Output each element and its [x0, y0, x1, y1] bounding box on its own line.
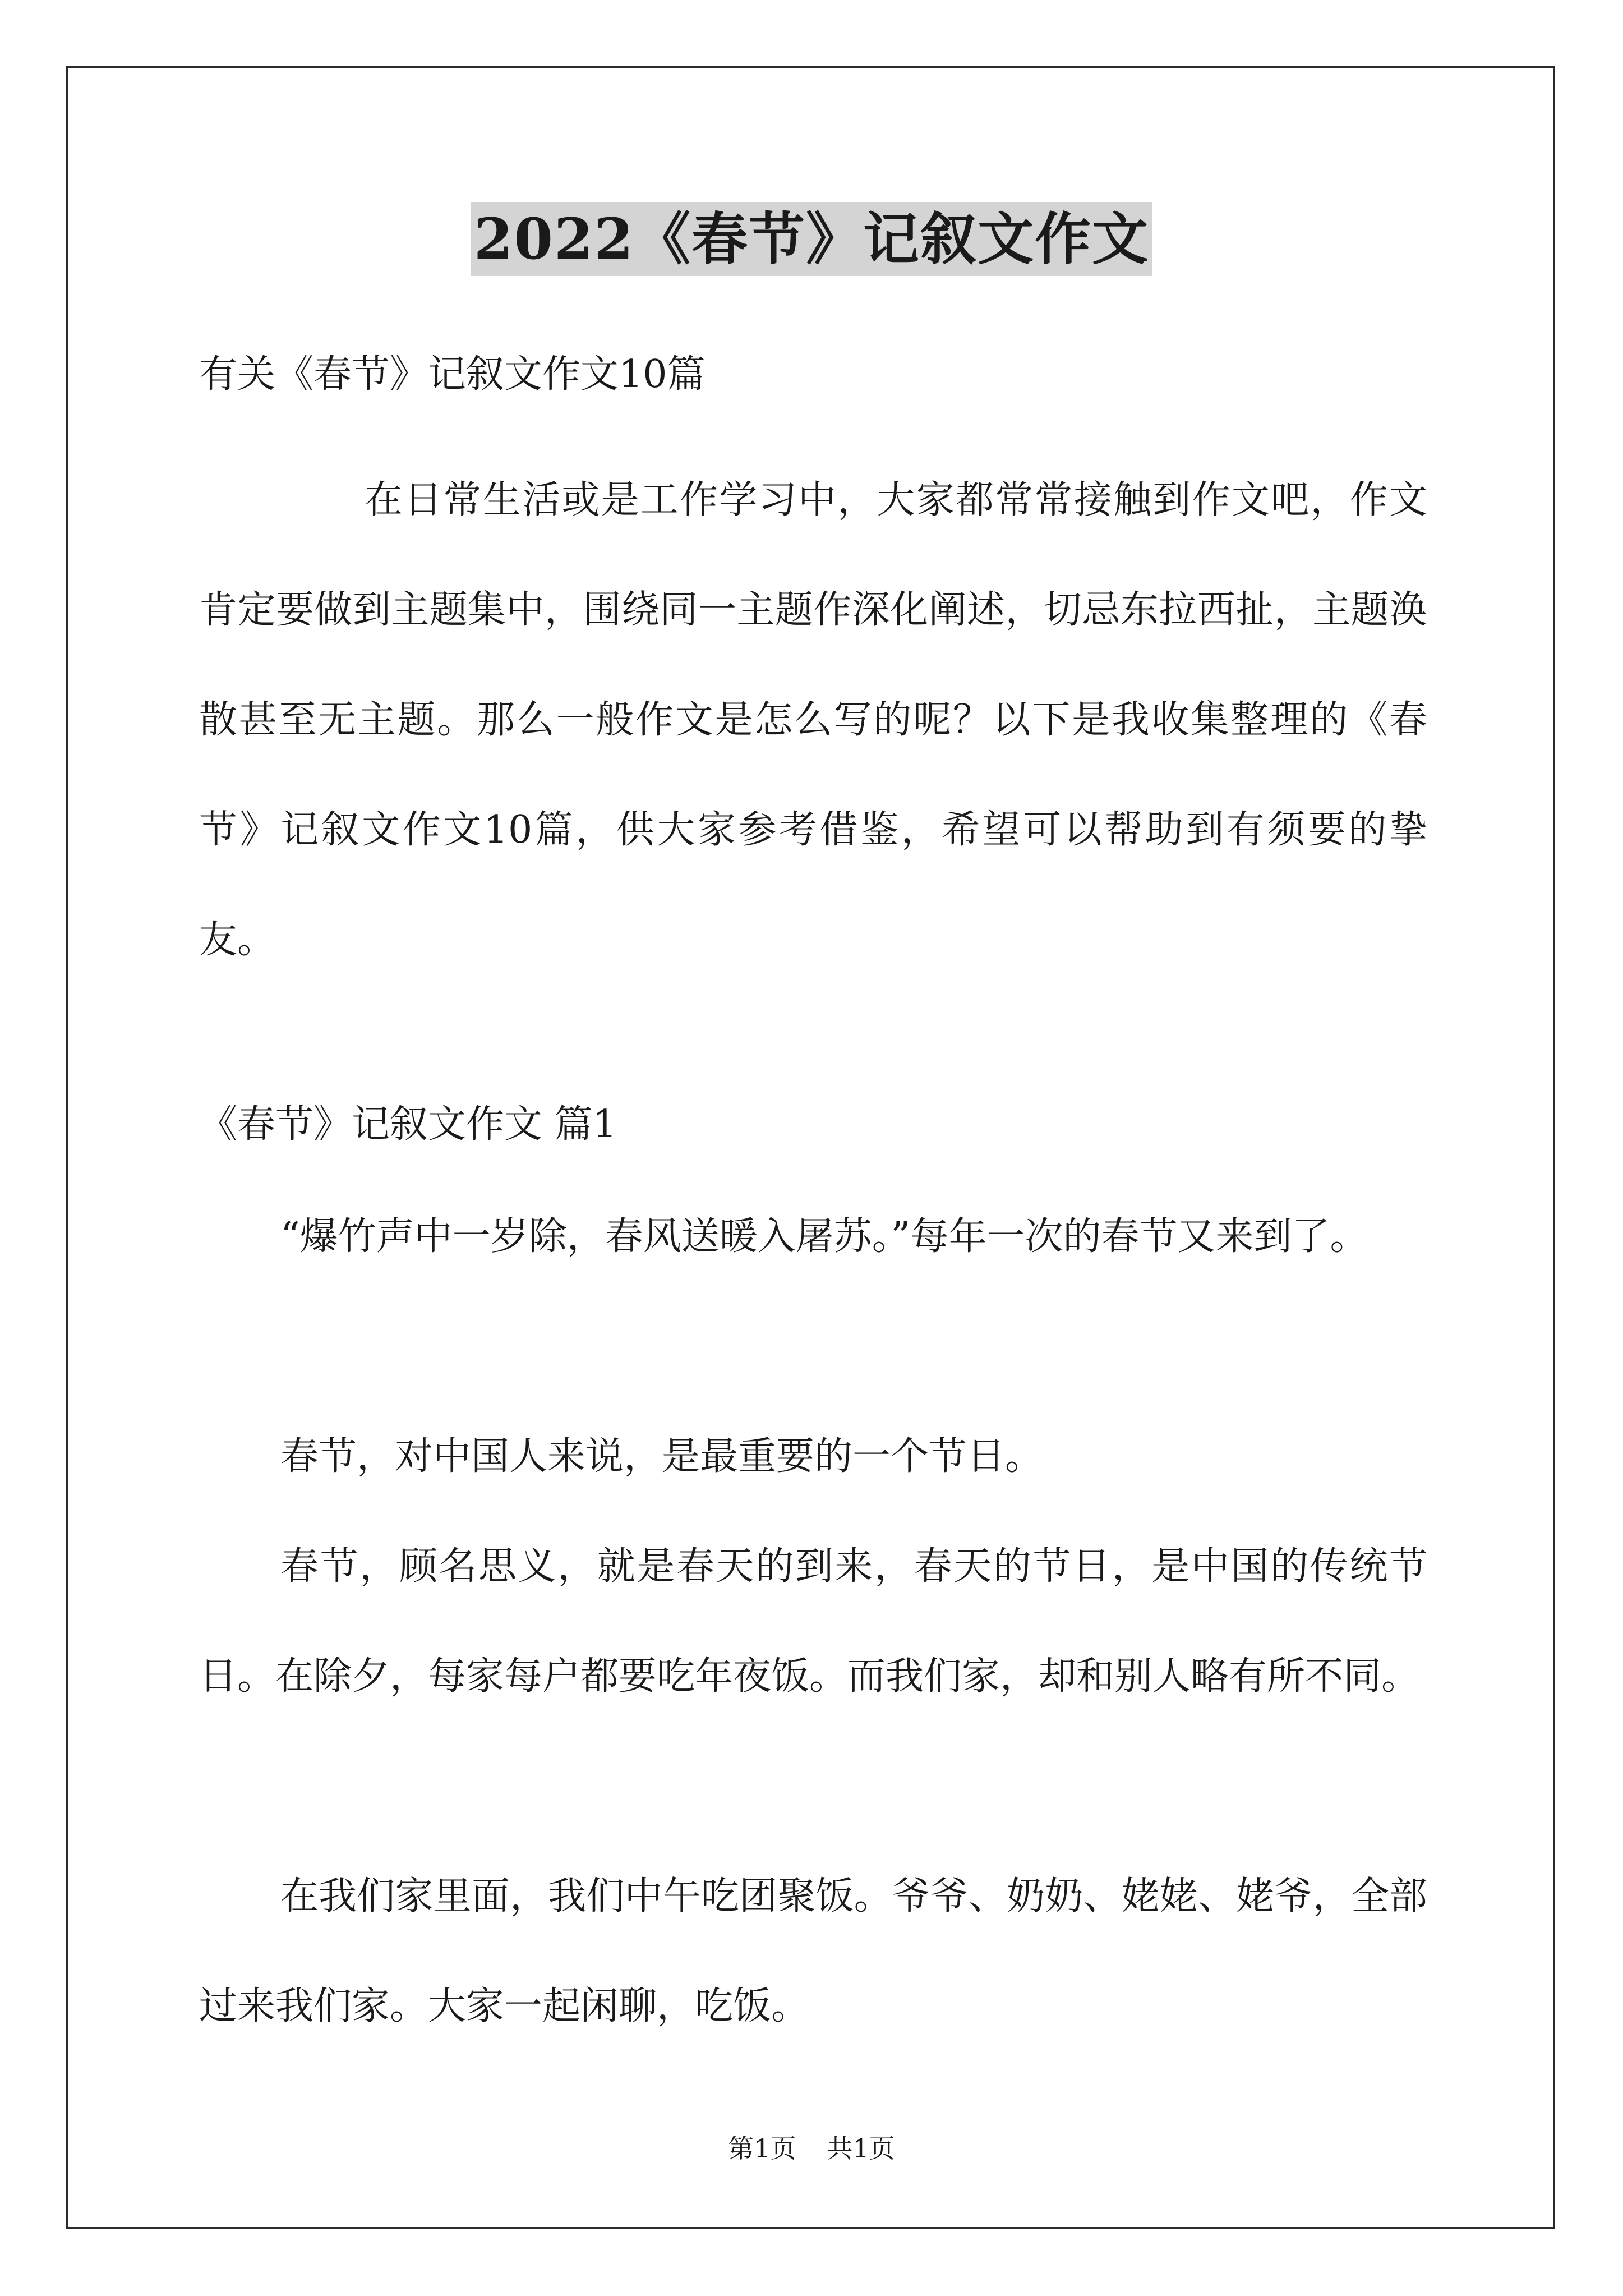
- page-total: 共1页: [827, 2133, 895, 2164]
- page-number: 第1页: [728, 2133, 796, 2164]
- paragraph-2: 春节，对中国人来说，是最重要的一个节日。: [280, 1434, 1044, 1479]
- document-title: 2022《春节》记叙文作文: [471, 202, 1152, 276]
- paragraph-4: 在我们家里面，我们中午吃团聚饭。爷爷、奶奶、姥姥、姥爷，全部过来我们家。大家一起闲聊，吃饭。: [199, 1874, 1427, 2028]
- document-subtitle: 有关《春节》记叙文作文10篇: [199, 352, 706, 397]
- paragraph-3: 春节，顾名思义，就是春天的到来，春天的节日，是中国的传统节日。在除夕，每家每户都要吃年夜饭。而我们家，却和别人略有所不同。: [199, 1544, 1427, 1699]
- page-footer: [0, 2132, 1623, 2165]
- title-wrap: [0, 202, 1623, 276]
- section-heading: 《春节》记叙文作文 篇1: [199, 1102, 617, 1147]
- intro-paragraph: 在日常生活或是工作学习中，大家都常常接触到作文吧，作文肯定要做到主题集中，围绕同一主题作深化阐述，切忌东拉西扯，主题涣散甚至无主题。那么一般作文是怎么写的呢？以下是我收集整理的《春节》记叙文作文10篇，供大家参考借鉴，希望可以帮助到有须要的挚友。: [199, 478, 1427, 962]
- paragraph-1: “爆竹声中一岁除，春风送暖入屠苏。”每年一次的春节又来到了。: [280, 1214, 1368, 1259]
